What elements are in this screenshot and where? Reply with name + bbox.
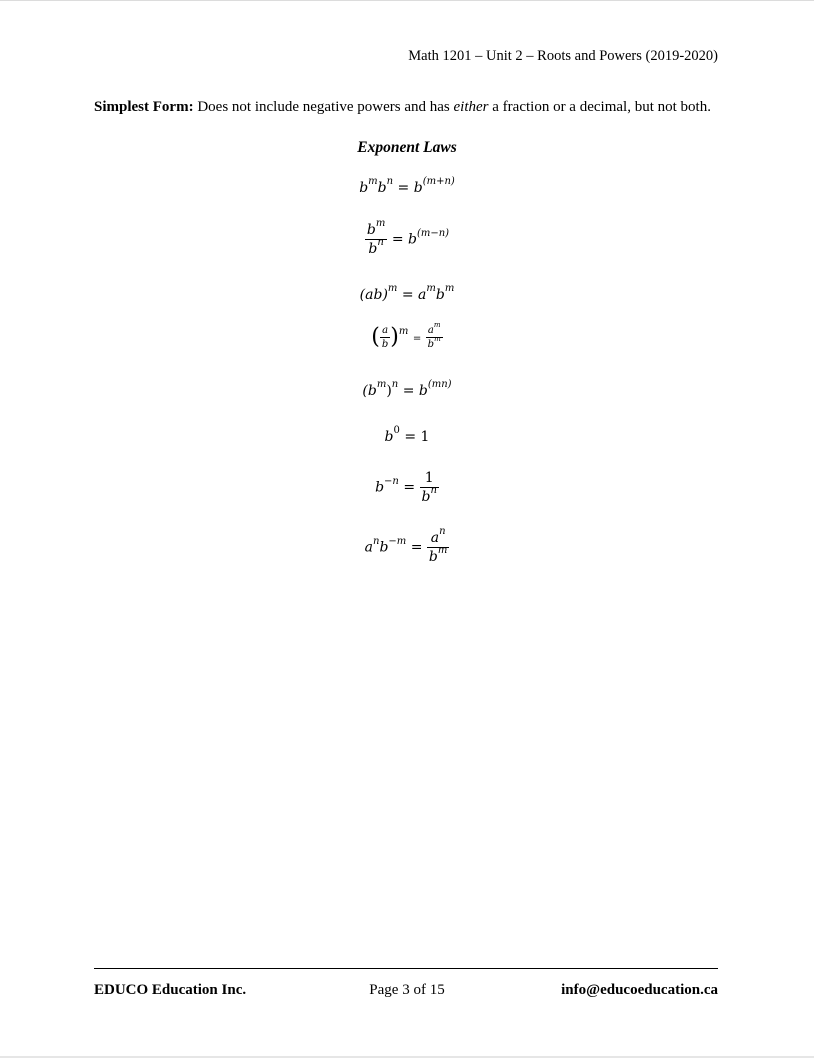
- exponent: m: [444, 283, 455, 295]
- numerator: a: [382, 325, 389, 336]
- page-header: Math 1201 – Unit 2 – Roots and Powers (2019-2020): [408, 48, 718, 64]
- fraction: [365, 218, 387, 257]
- equals-sign: =: [404, 429, 417, 445]
- law-negative-exponent: [0, 470, 814, 505]
- base: b: [384, 429, 394, 445]
- exponent: 0: [393, 425, 400, 437]
- exponent: m: [368, 176, 378, 188]
- numerator: 1: [424, 470, 434, 486]
- denominator-exponent: n: [377, 237, 384, 249]
- numerator-base: b: [366, 222, 376, 238]
- simplest-form-emphasis: either: [453, 99, 489, 115]
- law-mixed-negative: [0, 526, 814, 565]
- footer-company: EDUCO Education Inc.: [94, 982, 247, 998]
- base: b: [359, 180, 369, 196]
- footer-page-number: Page 3 of 15: [369, 982, 445, 998]
- equals-sign: =: [412, 333, 422, 345]
- simplest-form-paragraph: [94, 97, 718, 118]
- exponent: n: [372, 535, 380, 547]
- equals-sign: =: [403, 479, 416, 496]
- exponent: n: [391, 379, 399, 391]
- denominator: b: [381, 339, 389, 350]
- base: b: [435, 287, 445, 303]
- numerator-base: a: [427, 325, 434, 336]
- denominator-exponent: m: [434, 334, 441, 343]
- numerator-exponent: n: [439, 526, 446, 538]
- exponent-laws-title: Exponent Laws: [357, 139, 457, 156]
- base: b: [413, 180, 423, 196]
- inner-fraction: [380, 325, 390, 350]
- exponent: m: [387, 283, 398, 295]
- base: (ab): [359, 287, 388, 303]
- law-quotient: [0, 218, 814, 257]
- exponent: −n: [384, 475, 399, 487]
- denominator-base: b: [368, 241, 378, 257]
- law-product-power: [0, 283, 814, 303]
- base: b: [418, 383, 428, 399]
- numerator-exponent: m: [375, 218, 386, 230]
- inner-exponent: m: [376, 379, 387, 391]
- numerator-base: a: [430, 530, 440, 546]
- base: a: [418, 287, 427, 303]
- law-product: [0, 176, 814, 196]
- exponent: (m−n): [416, 227, 450, 239]
- denominator-base: b: [421, 489, 431, 505]
- equals-sign: =: [401, 287, 414, 303]
- equals-sign: =: [402, 383, 415, 399]
- base: b: [375, 479, 385, 496]
- equals-sign: =: [391, 231, 404, 248]
- fraction: [426, 320, 443, 350]
- base: b: [377, 180, 387, 196]
- exponent: (mn): [427, 379, 452, 391]
- fraction: [427, 526, 449, 565]
- base: b: [379, 539, 389, 556]
- equals-sign: =: [410, 539, 423, 556]
- page-top-edge: [0, 0, 814, 1]
- denominator-exponent: m: [437, 545, 448, 557]
- numerator-exponent: m: [433, 320, 441, 329]
- exponent: −m: [388, 535, 407, 547]
- exponent: (m+n): [422, 176, 455, 188]
- base: (b: [362, 383, 377, 399]
- footer-email: info@educoeducation.ca: [561, 982, 718, 998]
- simplest-form-text-2: a fraction or a decimal, but not both.: [488, 99, 711, 115]
- simplest-form-label: Simplest Form:: [94, 99, 194, 115]
- law-quotient-power: ( $\frac{a}{b}$ )$^m$ = $\frac{a^m}{b^m}$: [371, 320, 441, 350]
- law-zero-exponent: [0, 425, 814, 445]
- close-paren: ): [386, 383, 392, 399]
- simplest-form-text-1: Does not include negative powers and has: [193, 99, 454, 115]
- result: 1: [420, 429, 430, 445]
- denominator-base: b: [428, 549, 438, 565]
- denominator-exponent: n: [430, 485, 437, 497]
- fraction: [420, 470, 439, 505]
- exponent: n: [386, 176, 394, 188]
- footer-divider: [94, 968, 718, 969]
- base: b: [408, 231, 417, 248]
- equals-sign: =: [397, 180, 410, 196]
- denominator-base: b: [427, 339, 435, 350]
- law-power-power: [0, 379, 814, 399]
- base: a: [364, 539, 373, 556]
- exponent: m: [398, 325, 409, 337]
- exponent: m: [426, 283, 436, 295]
